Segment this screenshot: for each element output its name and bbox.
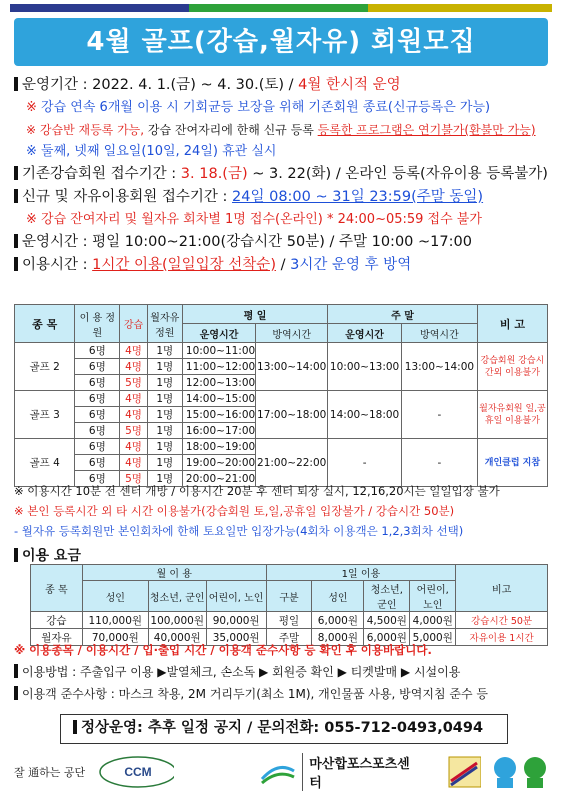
rules-conduct-line <box>14 683 554 705</box>
usage-note-3: - 월자유 등록회원만 본인회차에 한해 토요일만 입장가능(4회차 이용객은 1,2,3회차 선택) <box>14 524 464 538</box>
fee-th-monthly: 월 이 용 <box>82 565 266 581</box>
capacity-cell: 6명 <box>75 455 120 471</box>
time-cell: 19:00~20:00 <box>182 455 255 471</box>
emblem-icon <box>447 755 481 789</box>
fee-youth: 100,000원 <box>148 612 206 629</box>
time-cell: 16:00~17:00 <box>182 423 255 439</box>
time-cell: 12:00~13:00 <box>182 375 255 391</box>
footer-slogan: 잘 通하는 공단 <box>14 766 86 779</box>
fee-adult: 70,000원 <box>82 629 148 646</box>
schedule-row <box>15 343 548 359</box>
footer <box>14 752 548 792</box>
th-capacity: 이 용 정 원 <box>75 305 120 343</box>
info-section <box>14 74 554 277</box>
fee-th-daily: 1일 이용 <box>266 565 456 581</box>
weekend-dis-cell: 13:00~14:00 <box>402 343 478 391</box>
fee-day-senior: 5,000원 <box>410 629 456 646</box>
new-member-label: 신규 및 자유이용회원 접수기간 : <box>22 189 233 205</box>
th-note: 비 고 <box>477 305 547 343</box>
schedule-body <box>15 343 548 487</box>
rules-conduct: 이용객 준수사항 : 마스크 착용, 2M 거리두기(최소 1M), 개인물품 사용, 방역지침 준수 등 <box>22 687 488 701</box>
lesson-cell: 5명 <box>120 375 147 391</box>
program-name: 골프 4 <box>15 439 75 487</box>
note-text: 강습 연속 6개월 이용 시 기회균등 보장을 위해 기존회원 종료(신규등록은 가능) <box>41 100 491 115</box>
note-line-3 <box>14 141 554 163</box>
note-cell: 강습회원 강습시간외 이용불가 <box>477 343 547 391</box>
fee-div: 평일 <box>266 612 312 629</box>
monthly-cell: 1명 <box>147 359 182 375</box>
fee-th-youth2: 청소년, 군인 <box>364 581 410 612</box>
period-highlight: 4월 한시적 운영 <box>298 77 401 93</box>
fee-div: 주말 <box>266 629 312 646</box>
lesson-cell: 5명 <box>120 423 147 439</box>
period-line <box>14 74 554 97</box>
bullet-bar <box>14 77 18 91</box>
fee-day-adult: 8,000원 <box>312 629 364 646</box>
usage-line <box>14 254 554 277</box>
fee-adult: 110,000원 <box>82 612 148 629</box>
usage-note-2: ※ 본인 등록시간 외 타 시간 이용불가(강습회원 토,일,공휴일 입장불가 / 강습시간 50분) <box>14 504 455 518</box>
existing-date: 3. 18.(금) <box>180 166 248 182</box>
th-weekday-op: 운영시간 <box>182 324 255 343</box>
new-member-date: 24일 08:00 ~ 31일 23:59(주말 동일) <box>232 189 484 205</box>
monthly-cell: 1명 <box>147 343 182 359</box>
existing-label: 기존강습회원 접수기간 : <box>22 166 181 182</box>
fee-note: 강습시간 50분 <box>456 612 548 629</box>
fee-youth: 40,000원 <box>148 629 206 646</box>
lesson-cell: 4명 <box>120 407 147 423</box>
usage-red: 1시간 이용(일일입장 선착순) <box>92 257 276 273</box>
fee-day-youth: 4,500원 <box>364 612 410 629</box>
fee-th-note: 비고 <box>456 565 548 612</box>
monthly-cell: 1명 <box>147 407 182 423</box>
lesson-cell: 4명 <box>120 343 147 359</box>
ccm-logo-text: CCM <box>124 765 152 779</box>
weekday-dis-cell: 17:00~18:00 <box>256 391 328 439</box>
th-weekend-dis: 방역시간 <box>402 324 478 343</box>
top-color-bars <box>10 4 552 12</box>
fee-th-adult: 성인 <box>82 581 148 612</box>
fee-day-senior: 4,000원 <box>410 612 456 629</box>
note-symbol: ※ <box>26 100 37 115</box>
th-weekend: 주 말 <box>328 305 478 324</box>
capacity-cell: 6명 <box>75 359 120 375</box>
time-cell: 14:00~15:00 <box>182 391 255 407</box>
fee-note: 자유이용 1시간 <box>456 629 548 646</box>
note-symbol: ※ <box>26 144 37 159</box>
bullet-bar <box>14 686 18 700</box>
rules-section <box>14 639 554 705</box>
bullet-bar <box>73 720 77 734</box>
rules-method: 이용방법 : 주출입구 이용 ▶발열체크, 손소독 ▶ 회원증 확인 ▶ 티켓발매 ▶ 시설이용 <box>22 665 461 679</box>
usage-label: 이용시간 : <box>22 257 93 273</box>
th-item: 종 목 <box>15 305 75 343</box>
time-cell: 11:00~12:00 <box>182 359 255 375</box>
fee-item: 월자유 <box>31 629 83 646</box>
lesson-cell: 4명 <box>120 391 147 407</box>
weekend-op-cell: 10:00~13:00 <box>328 343 402 391</box>
fee-th-adult2: 성인 <box>312 581 364 612</box>
monthly-cell: 1명 <box>147 391 182 407</box>
time-cell: 18:00~19:00 <box>182 439 255 455</box>
mascot-icon <box>489 754 548 790</box>
note-line-2 <box>14 119 554 141</box>
fees-title: 이용 요금 <box>22 548 81 564</box>
new-member-line <box>14 186 554 209</box>
program-name: 골프 3 <box>15 391 75 439</box>
capacity-cell: 6명 <box>75 407 120 423</box>
weekend-dis-cell: - <box>402 391 478 439</box>
monthly-cell: 1명 <box>147 375 182 391</box>
capacity-cell: 6명 <box>75 343 120 359</box>
fee-th-item: 종 목 <box>31 565 83 612</box>
top-bar-yellow <box>368 4 552 12</box>
fee-day-youth: 6,000원 <box>364 629 410 646</box>
sports-center-name: 마산합포스포츠센터 <box>302 753 417 791</box>
fee-senior: 90,000원 <box>206 612 266 629</box>
fees-table <box>30 564 548 646</box>
time-cell: 20:00~21:00 <box>182 471 255 487</box>
time-cell: 10:00~11:00 <box>182 343 255 359</box>
capacity-cell: 6명 <box>75 439 120 455</box>
weekend-op-cell: - <box>328 439 402 487</box>
corporation-logo-icon <box>258 757 296 787</box>
fee-th-senior: 어린이, 노인 <box>206 581 266 612</box>
usage-note-1: ※ 이용시간 10분 전 센터 개방 / 이용시간 20분 후 센터 퇴장 실시, 12,16,20시는 일일입장 불가 <box>14 484 500 498</box>
rules-notice: ※ 이용종목 / 이용시간 / 입·출입 시간 / 이용객 준수사항 등 확인 후 이용바랍니다. <box>14 643 432 657</box>
capacity-cell: 6명 <box>75 471 120 487</box>
program-name: 골프 2 <box>15 343 75 391</box>
hours-text: 운영시간 : 평일 10:00~21:00(강습시간 50분) / 주말 10:00 ~17:00 <box>22 234 472 250</box>
fees-title-line <box>14 545 81 565</box>
th-monthly: 월자유 정원 <box>147 305 182 343</box>
note-red-1: 강습반 재등록 가능, <box>39 123 145 137</box>
note-symbol: ※ <box>26 123 37 137</box>
monthly-cell: 1명 <box>147 423 182 439</box>
weekend-op-cell: 14:00~18:00 <box>328 391 402 439</box>
note-cell: 월자유회원 일,공휴일 이용불가 <box>477 391 547 439</box>
top-bar-green <box>189 4 368 12</box>
note-cell: 개인클럽 지참 <box>477 439 547 487</box>
th-weekend-op: 운영시간 <box>328 324 402 343</box>
note-line-1 <box>14 97 554 119</box>
weekend-dis-cell: - <box>402 439 478 487</box>
lesson-cell: 4명 <box>120 359 147 375</box>
th-weekday: 평 일 <box>182 305 327 324</box>
fee-th-youth: 청소년, 군인 <box>148 581 206 612</box>
lesson-cell: 4명 <box>120 439 147 455</box>
fee-item: 강습 <box>31 612 83 629</box>
fee-th-senior2: 어린이, 노인 <box>410 581 456 612</box>
bullet-bar <box>14 189 18 203</box>
bullet-bar <box>14 166 18 180</box>
existing-rest: ~ 3. 22(화) / 온라인 등록(자유이용 등록불가) <box>247 166 548 182</box>
schedule-row <box>15 391 548 407</box>
schedule-table <box>14 304 548 487</box>
contact-text: 정상운영: 추후 일정 공지 / 문의전화: 055-712-0493,0494 <box>81 720 484 736</box>
rules-method-line <box>14 661 554 683</box>
fee-th-div: 구분 <box>266 581 312 612</box>
usage-mid: / <box>275 257 291 273</box>
bullet-bar <box>14 234 18 248</box>
ccm-logo-icon <box>98 755 174 789</box>
schedule-row <box>15 439 548 455</box>
time-cell: 15:00~16:00 <box>182 407 255 423</box>
hours-line <box>14 231 554 254</box>
weekday-dis-cell: 13:00~14:00 <box>256 343 328 391</box>
capacity-cell: 6명 <box>75 391 120 407</box>
fee-row-lesson <box>31 612 548 629</box>
monthly-cell: 1명 <box>147 455 182 471</box>
lesson-cell: 4명 <box>120 455 147 471</box>
existing-line <box>14 163 554 186</box>
monthly-cell: 1명 <box>147 471 182 487</box>
bullet-bar <box>14 548 18 562</box>
capacity-cell: 6명 <box>75 375 120 391</box>
new-member-note: ※ 강습 잔여자리 및 월자유 회차별 1명 접수(온라인) * 24:00~05:59 접수 불가 <box>26 212 482 227</box>
usage-blue: 3시간 운영 후 방역 <box>290 257 412 273</box>
period-label: 운영기간 : 2022. 4. 1.(금) ~ 4. 30.(토) / <box>22 77 299 93</box>
usage-notes <box>14 481 554 541</box>
top-bar-navy <box>10 4 189 12</box>
monthly-cell: 1명 <box>147 439 182 455</box>
fee-day-adult: 6,000원 <box>312 612 364 629</box>
fee-senior: 35,000원 <box>206 629 266 646</box>
capacity-cell: 6명 <box>75 423 120 439</box>
bullet-bar <box>14 257 18 271</box>
page-title: 4월 골프(강습,월자유) 회원모집 <box>14 18 548 66</box>
th-weekday-dis: 방역시간 <box>256 324 328 343</box>
note-text: 둘째, 넷째 일요일(10일, 24일) 휴관 실시 <box>41 144 277 159</box>
weekday-dis-cell: 21:00~22:00 <box>256 439 328 487</box>
lesson-cell: 5명 <box>120 471 147 487</box>
bullet-bar <box>14 664 18 678</box>
th-lesson: 강습 <box>120 305 147 343</box>
contact-box <box>60 714 508 744</box>
note-red-2: 등록한 프로그램은 연기불가(환불만 가능) <box>317 123 536 137</box>
note-mid: 강습 잔여자리에 한해 신규 등록 <box>144 123 318 137</box>
